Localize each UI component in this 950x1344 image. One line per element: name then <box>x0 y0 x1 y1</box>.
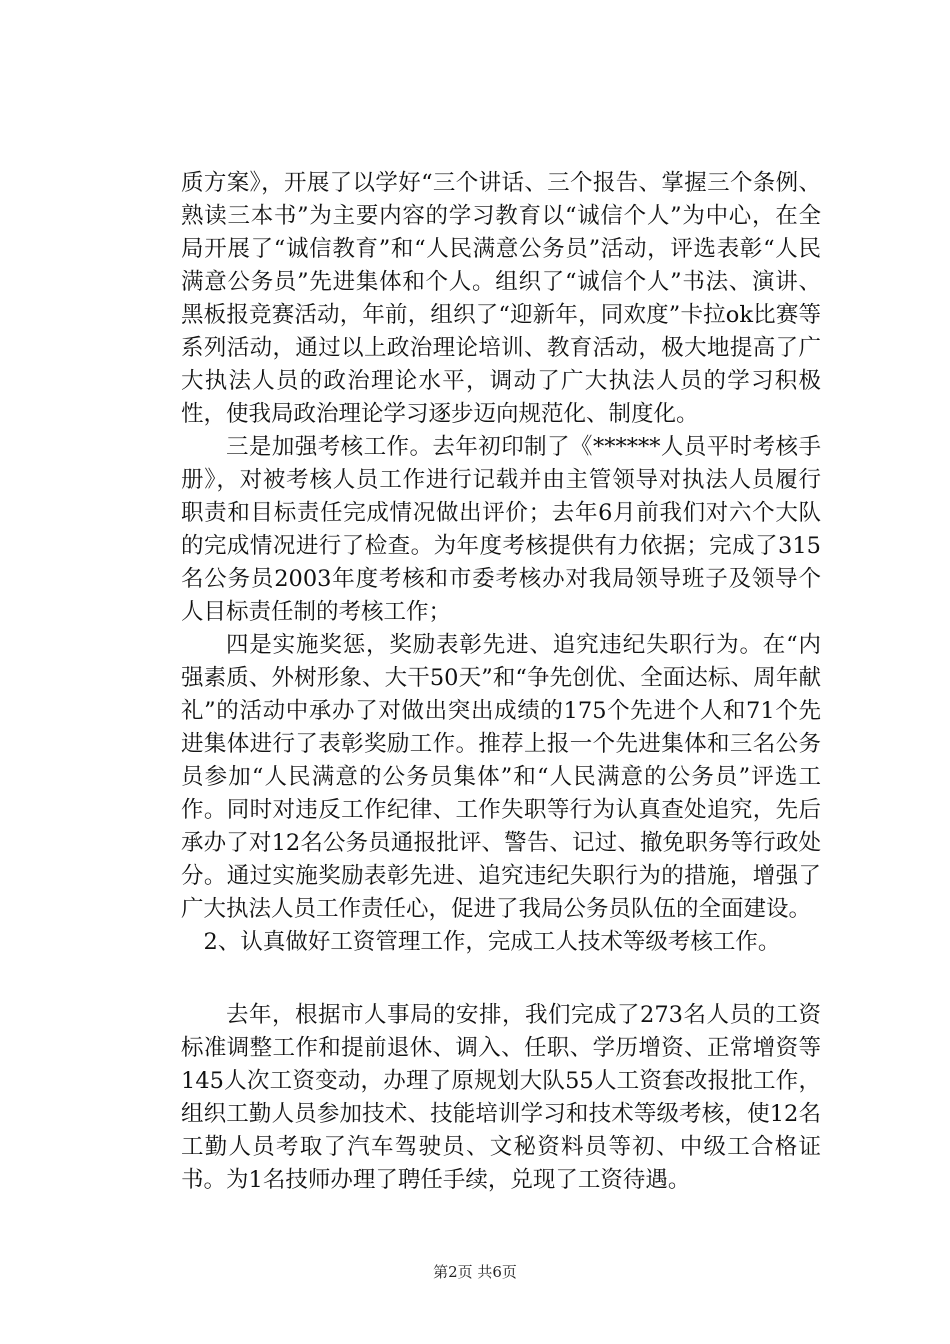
paragraph-salary-management: 去年，根据市人事局的安排，我们完成了273名人员的工资标准调整工作和提前退休、调入、任职、学历增资、正常增资等145人次工资变动，办理了原规划大队55人工资套改报批工作，组织工勤人员参加技术、技能培训学习和技术等级考核，使12名工勤人员考取了汽车驾驶员、文秘资料员等初、中级工合格证书。为1名技师办理了聘任手续，兑现了工资待遇。 <box>181 1002 821 1193</box>
page-number-footer: 第2页 共6页 <box>433 1263 517 1281</box>
document-body <box>181 167 821 1197</box>
paragraph-assessment-work: 三是加强考核工作。去年初印制了《******人员平时考核手册》，对被考核人员工作进行记载并由主管领导对执法人员履行职责和目标责任完成情况做出评价；去年6月前我们对六个大队的完成情况进行了检查。为年度考核提供有力依据；完成了315名公务员2003年度考核和市委考核办对我局领导班子及领导个人目标责任制的考核工作； <box>181 434 821 625</box>
section-heading-salary: 2、认真做好工资管理工作，完成工人技术等级考核工作。 <box>203 929 781 955</box>
paragraph-continuation: 质方案》，开展了以学好“三个讲话、三个报告、掌握三个条例、熟读三本书”为主要内容的学习教育以“诚信个人”为中心，在全局开展了“诚信教育”和“人民满意公务员”活动，评选表彰“人民满意公务员”先进集体和个人。组织了“诚信个人”书法、演讲、黑板报竞赛活动，年前，组织了“迎新年，同欢度”卡拉ok比赛等系列活动，通过以上政治理论培训、教育活动，极大地提高了广大执法人员的政治理论水平，调动了广大执法人员的学习积极性，使我局政治理论学习逐步迈向规范化、制度化。 <box>181 170 821 427</box>
paragraph-rewards-penalties: 四是实施奖惩，奖励表彰先进、追究违纪失职行为。在“内强素质、外树形象、大干50天”和“争先创优、全面达标、周年献礼”的活动中承办了对做出突出成绩的175个先进个人和71个先进集体进行了表彰奖励工作。推荐上报一个先进集体和三名公务员参加“人民满意的公务员集体”和“人民满意的公务员”评选工作。同时对违反工作纪律、工作失职等行为认真查处追究，先后承办了对12名公务员通报批评、警告、记过、撤免职务等行政处分。通过实施奖励表彰先进、追究违纪失职行为的措施，增强了广大执法人员工作责任心，促进了我局公务员队伍的全面建设。 <box>181 632 821 922</box>
